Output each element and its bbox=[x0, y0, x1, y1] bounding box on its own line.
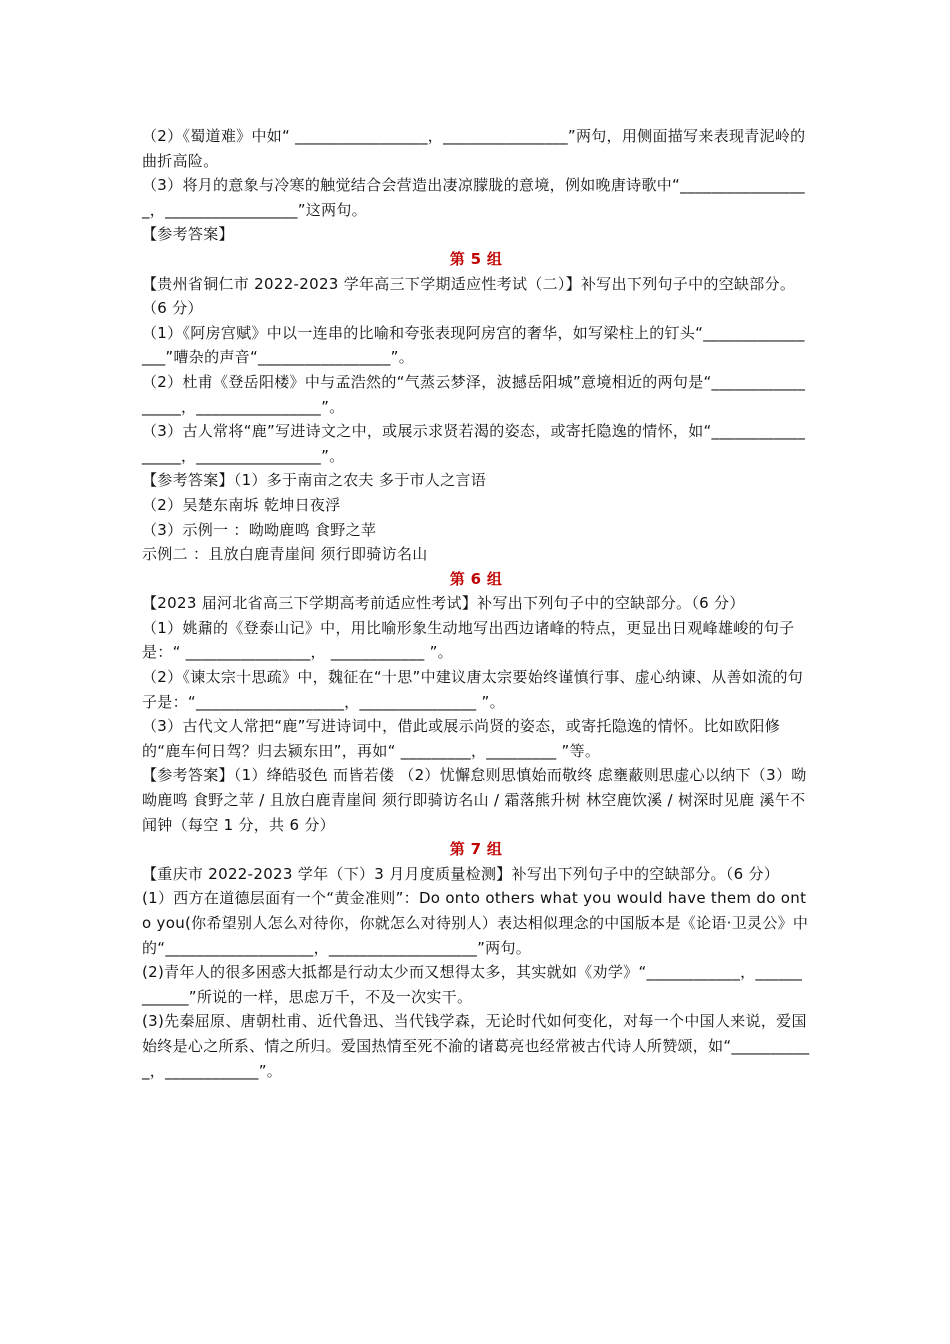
text-paragraph: 示例二 ：且放白鹿青崖间 须行即骑访名山 bbox=[142, 545, 428, 564]
text-paragraph: （1）姚鼐的《登泰山记》中，用比喻形象生动地写出西边诸峰的特点，更显出日观峰雄峻的句子是：“ ________________， ____________ ”。 bbox=[142, 618, 795, 662]
document-body bbox=[142, 124, 810, 1083]
text-paragraph: (3)先秦屈原、唐朝杜甫、近代鲁迅、当代钱学森，无论时代如何变化，对每一个中国人来说，爱国始终是心之所系、情之所归。爱国热情至死不渝的诸葛亮也经常被古代诗人所赞颂，如“___________，____________”。 bbox=[142, 1012, 810, 1080]
group-heading: 第 6 组 bbox=[449, 569, 503, 588]
text-paragraph: 【参考答案】（1）多于南亩之农夫 多于市人之言语 bbox=[142, 471, 487, 490]
text-paragraph: （2）《谏太宗十思疏》中，魏征在“十思”中建议唐太宗要始终谨慎行事、虚心纳谏、从善如流的句子是：“___________________，_______________ ”。 bbox=[142, 668, 804, 711]
text-paragraph: （3）将月的意象与冷寒的触觉结合会营造出凄凉朦胧的意境，例如晚唐诗歌中“_________________，_________________”这两句。 bbox=[142, 176, 805, 219]
group-heading: 第 7 组 bbox=[449, 840, 503, 859]
text-paragraph: （2）杜甫《登岳阳楼》中与孟浩然的“气蒸云梦泽，波撼岳阳城”意境相近的两句是“_________________，________________”。 bbox=[142, 372, 806, 416]
text-paragraph: 【贵州省铜仁市 2022-2023 学年高三下学期适应性考试（二）】补写出下列句子中的空缺部分。（6 分） bbox=[142, 274, 796, 318]
text-paragraph: (2)青年人的很多困惑大抵都是行动太少而又想得太多，其实就如《劝学》“____________，____________”所说的一样，思虑万千，不及一次实干。 bbox=[142, 963, 803, 1006]
text-paragraph: （3）示例一 ：呦呦鹿鸣 食野之苹 bbox=[142, 520, 377, 539]
text-paragraph: 【2023 届河北省高三下学期高考前适应性考试】补写出下列句子中的空缺部分。（6 分） bbox=[142, 594, 745, 613]
text-paragraph: （3）古代文人常把“鹿”写进诗词中，借此或展示尚贤的姿态，或寄托隐逸的情怀。比如欧阳修的“鹿车何日驾？归去颍东田”，再如“ _________，_________ ”等。 bbox=[142, 717, 780, 760]
text-paragraph: （1）《阿房宫赋》中以一连串的比喻和夸张表现阿房宫的奢华，如写梁柱上的钉头“________________”嘈杂的声音“_________________”。 bbox=[142, 323, 805, 367]
text-paragraph: (1）西方在道德层面有一个“黄金准则”：Do onto others what you would have them do onto you(你希望别人怎么对待你，你就怎么对待别人）表达相似理念的中国版本是《论语·卫灵公》中的“___________________，___________________”两句。 bbox=[142, 889, 809, 957]
text-paragraph: 【参考答案】（1）绛皓驳色 而皆若偻 （2）忧懈怠则思慎始而敬终 虑壅蔽则思虚心以纳下（3）呦呦鹿鸣 食野之苹 / 且放白鹿青崖间 须行即骑访名山 / 霜落熊升树 林空鹿饮溪 / 树深时见鹿 溪午不闻钟（每空 1 分，共 6 分） bbox=[142, 766, 807, 834]
text-paragraph: （3）古人常将“鹿”写进诗文之中，或展示求贤若渴的姿态，或寄托隐逸的情怀，如“_________________，________________”。 bbox=[142, 422, 806, 465]
group-heading: 第 5 组 bbox=[449, 249, 503, 268]
text-paragraph: （2）《蜀道难》中如“ _________________，________________”两句，用侧面描写来表现青泥岭的曲折高险。 bbox=[142, 127, 806, 170]
text-paragraph: 【重庆市 2022-2023 学年（下）3 月月度质量检测】补写出下列句子中的空缺部分。（6 分） bbox=[142, 864, 780, 883]
text-paragraph: （2）吴楚东南坼 乾坤日夜浮 bbox=[142, 495, 341, 514]
text-paragraph: 【参考答案】 bbox=[142, 225, 234, 244]
